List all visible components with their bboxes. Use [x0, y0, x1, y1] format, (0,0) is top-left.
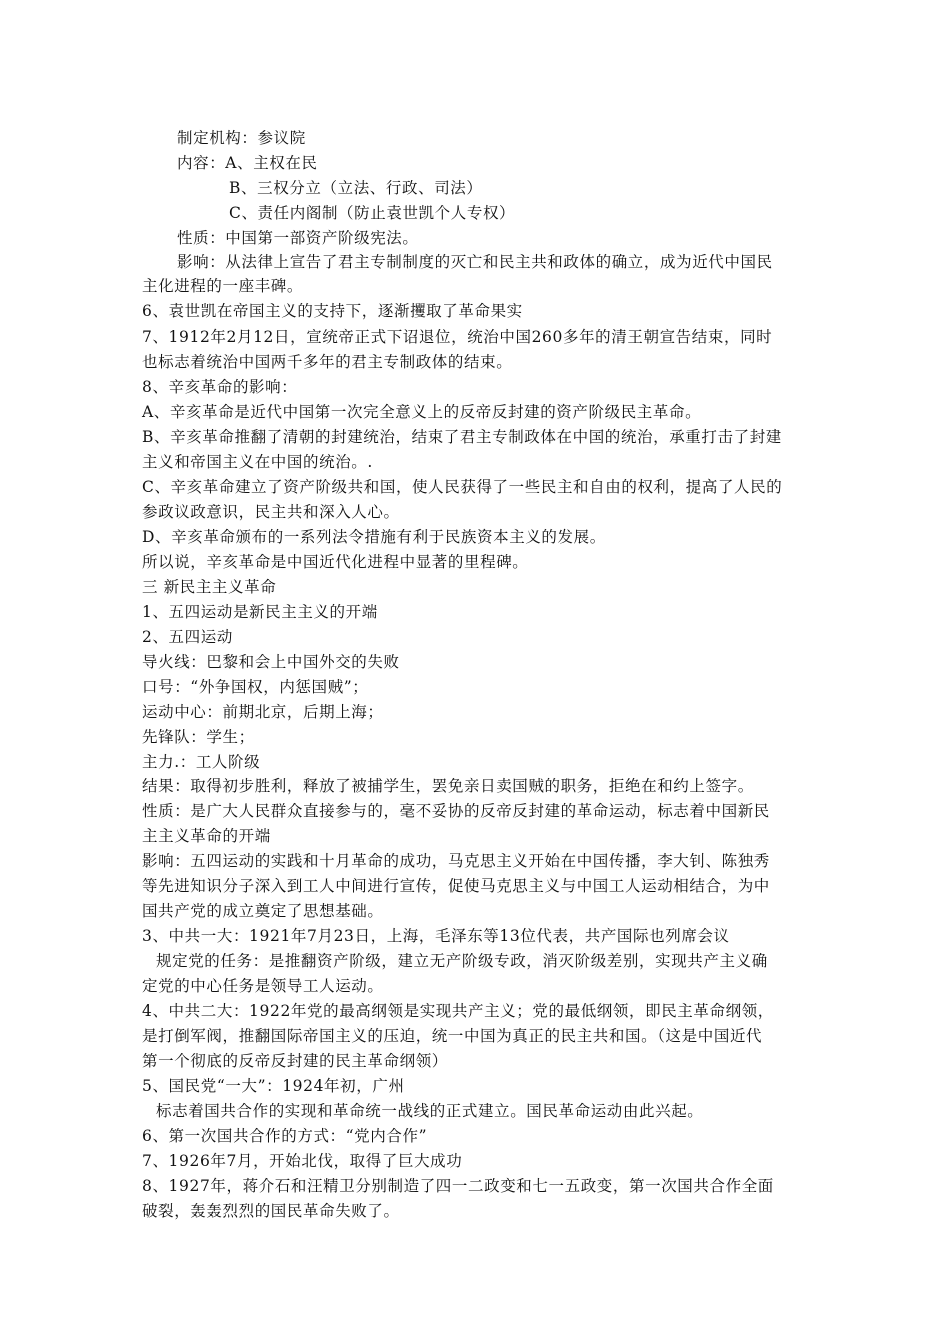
text-line: 2、五四运动 — [142, 628, 233, 646]
text-line: 第一个彻底的反帝反封建的民主革命纲领） — [142, 1052, 448, 1070]
text-line: 参政议政意识，民主共和深入人心。 — [142, 503, 400, 521]
text-line: 制定机构：参议院 — [177, 129, 306, 147]
text-line: 1、五四运动是新民主主义的开端 — [142, 603, 378, 621]
text-line: 先锋队：学生； — [142, 728, 255, 746]
text-line: 主主义革命的开端 — [142, 827, 271, 845]
text-line: 规定党的任务：是推翻资产阶级，建立无产阶级专政，消灭阶级差别，实现共产主义确 — [156, 952, 768, 970]
text-line: 是打倒军阀，推翻国际帝国主义的压迫，统一中国为真正的民主共和国。（这是中国近代 — [142, 1027, 763, 1045]
text-line: 口号：“外争国权，内惩国贼”； — [142, 678, 369, 696]
text-line: 影响：从法律上宣告了君主专制制度的灭亡和民主共和政体的确立，成为近代中国民 — [177, 253, 773, 271]
text-line: C、辛亥革命建立了资产阶级共和国，使人民获得了一些民主和自由的权利，提高了人民的 — [142, 478, 783, 496]
section-heading: 三 新民主主义革命 — [142, 578, 277, 596]
text-line: 破裂，轰轰烈烈的国民革命失败了。 — [142, 1202, 400, 1220]
text-line: 国共产党的成立奠定了思想基础。 — [142, 902, 384, 920]
text-line: B、辛亥革命推翻了清朝的封建统治，结束了君主专制政体在中国的统治，承重打击了封建 — [142, 428, 782, 446]
text-line: 主义和帝国主义在中国的统治。. — [142, 453, 373, 471]
text-line: 6、袁世凯在帝国主义的支持下，逐渐攫取了革命果实 — [142, 302, 523, 320]
text-line: D、辛亥革命颁布的一系列法令措施有利于民族资本主义的发展。 — [142, 528, 606, 546]
text-line: A、辛亥革命是近代中国第一次完全意义上的反帝反封建的资产阶级民主革命。 — [142, 403, 702, 421]
text-line: 也标志着统治中国两千多年的君主专制政体的结束。 — [142, 353, 513, 371]
text-line: 性质：中国第一部资产阶级宪法。 — [177, 229, 419, 247]
text-line: B、三权分立（立法、行政、司法） — [229, 179, 483, 197]
text-line: 性质：是广大人民群众直接参与的，毫不妥协的反帝反封建的革命运动，标志着中国新民 — [142, 802, 770, 820]
text-line: 7、1912年2月12日，宣统帝正式下诏退位，统治中国260多年的清王朝宣告结束，同时 — [142, 328, 773, 346]
text-line: 8、辛亥革命的影响： — [142, 378, 298, 396]
text-line: 标志着国共合作的实现和革命统一战线的正式建立。国民革命运动由此兴起。 — [156, 1102, 704, 1120]
text-line: 7、1926年7月，开始北伐，取得了巨大成功 — [142, 1152, 463, 1170]
text-line: 结果：取得初步胜利，释放了被捕学生，罢免亲日卖国贼的职务，拒绝在和约上签字。 — [142, 777, 754, 795]
text-line: 运动中心：前期北京，后期上海； — [142, 703, 384, 721]
text-line: 主力.：工人阶级 — [142, 753, 261, 771]
text-line: C、责任内阁制（防止袁世凯个人专权） — [229, 204, 516, 222]
text-line: 主化进程的一座丰碑。 — [142, 277, 304, 295]
text-line: 4、中共二大：1922年党的最高纲领是实现共产主义；党的最低纲领，即民主革命纲领， — [142, 1002, 774, 1020]
text-line: 定党的中心任务是领导工人运动。 — [142, 977, 384, 995]
text-line: 影响：五四运动的实践和十月革命的成功，马克思主义开始在中国传播，李大钊、陈独秀 — [142, 852, 770, 870]
text-line: 6、第一次国共合作的方式：“党内合作” — [142, 1127, 428, 1145]
text-line: 等先进知识分子深入到工人中间进行宣传，促使马克思主义与中国工人运动相结合，为中 — [142, 877, 770, 895]
text-line: 所以说，辛亥革命是中国近代化进程中显著的里程碑。 — [142, 553, 529, 571]
text-line: 导火线：巴黎和会上中国外交的失败 — [142, 653, 400, 671]
text-line: 8、1927年，蒋介石和汪精卫分别制造了四一二政变和七一五政变，第一次国共合作全面 — [142, 1177, 774, 1195]
text-line: 内容：A、主权在民 — [177, 154, 318, 172]
text-line: 3、中共一大：1921年7月23日，上海，毛泽东等13位代表，共产国际也列席会议 — [142, 927, 730, 945]
text-line: 5、国民党“一大”：1924年初，广州 — [142, 1077, 405, 1095]
